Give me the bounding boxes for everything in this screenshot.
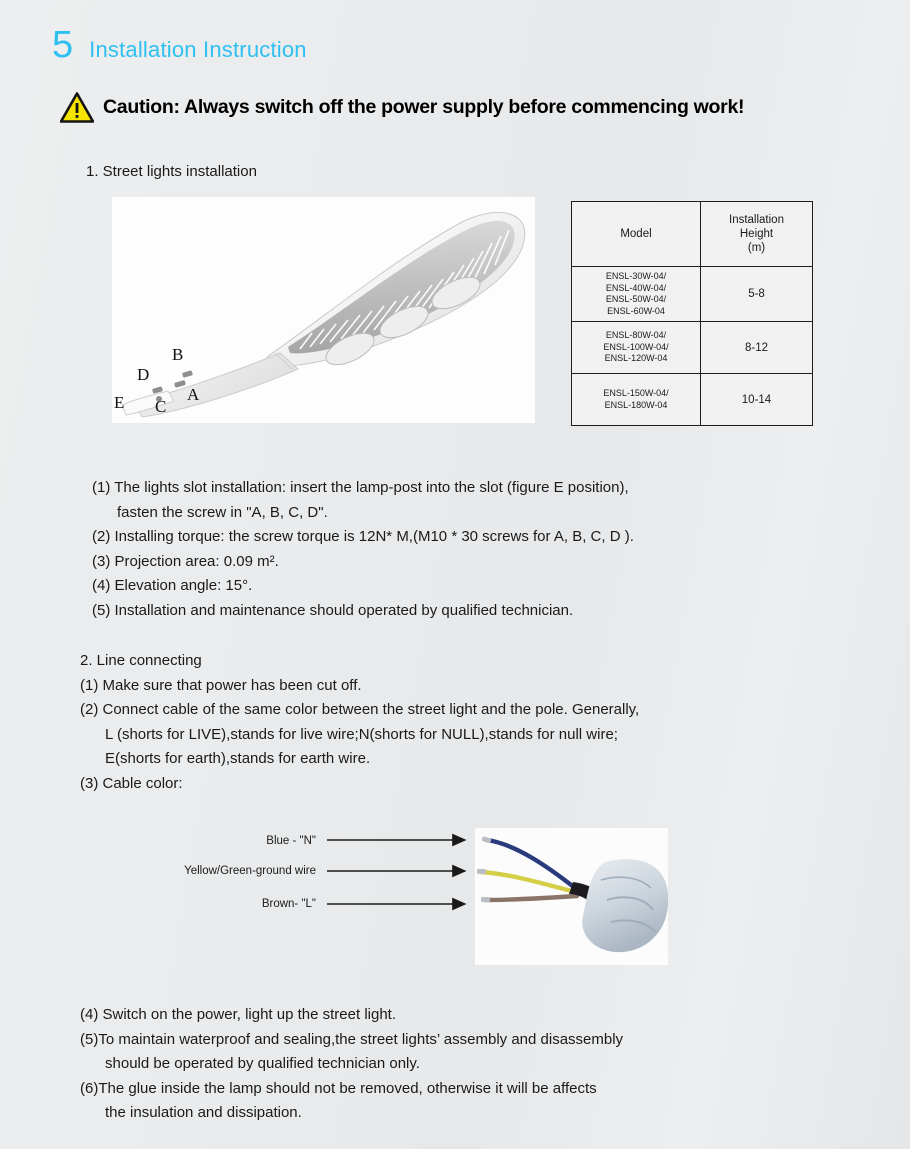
list-item: (1) Make sure that power has been cut off. (80, 676, 362, 694)
table-cell-height: 10-14 (701, 374, 813, 426)
table-header-installation-height (701, 202, 813, 267)
header-height-line2: Height (739, 228, 774, 240)
table-cell-models (572, 322, 701, 374)
model-name: ENSL-80W-04/ (605, 330, 667, 341)
table-header-model: Model (572, 202, 701, 267)
list-item: (1) The lights slot installation: insert the lamp-post into the slot (figure E position), (92, 479, 629, 496)
list-item: should be operated by qualified technician only. (80, 1055, 420, 1072)
figure-label-c: C (155, 397, 167, 416)
model-name: ENSL-30W-04/ (605, 271, 667, 281)
part2-heading: 2. Line connecting (80, 652, 202, 669)
model-name: ENSL-60W-04 (607, 305, 665, 316)
model-name: ENSL-150W-04/ (603, 388, 669, 398)
model-name: ENSL-40W-04/ (605, 282, 667, 293)
list-item: E(shorts for earth),stands for earth wire. (80, 750, 371, 767)
cable-color-diagram (150, 828, 668, 968)
table-cell-models (572, 267, 701, 322)
installation-height-table (571, 201, 813, 426)
figure-label-d: D (137, 365, 150, 384)
model-name: ENSL-180W-04 (604, 399, 668, 410)
cable-wires-illustration (475, 828, 668, 965)
cable-label-blue: Blue - "N" (266, 835, 316, 847)
part2-instruction-list-bottom (80, 1003, 623, 1126)
list-item: the insulation and dissipation. (80, 1104, 302, 1121)
section-number: 5 (52, 24, 74, 66)
header-height-line3: (m) (747, 242, 766, 254)
figure-label-e: E (114, 393, 125, 412)
list-item: L (shorts for LIVE),stands for live wire;N(shorts for NULL),stands for null wire; (80, 725, 618, 743)
model-name: ENSL-100W-04/ (603, 341, 669, 352)
list-item: (2) Connect cable of the same color between the street light and the pole. Generally, (80, 701, 640, 718)
figure-label-b: B (172, 345, 184, 364)
table-row (572, 322, 813, 374)
table-cell-models (572, 374, 701, 426)
caution-text: Caution: Always switch off the power supply before commencing work! (103, 96, 745, 118)
street-light-product-photo (112, 197, 535, 423)
section-header (52, 26, 307, 64)
table-header-row (572, 202, 813, 267)
list-item: fasten the screw in "A, B, C, D". (92, 503, 328, 521)
section-title: Installation Instruction (89, 37, 307, 62)
list-item: (5) Installation and maintenance should operated by qualified technician. (92, 601, 574, 619)
list-item: (3) Projection area: 0.09 m². (92, 552, 279, 570)
part1-heading: 1. Street lights installation (86, 163, 257, 180)
header-height-line1: Installation (729, 214, 784, 226)
table-cell-height: 5-8 (701, 267, 813, 322)
warning-triangle-icon (60, 92, 94, 123)
caution-banner (60, 92, 744, 123)
list-item: (3) Cable color: (80, 774, 183, 792)
model-name: ENSL-50W-04/ (605, 294, 667, 304)
street-light-illustration (112, 197, 535, 423)
cable-arrows-group (325, 828, 475, 928)
list-item: (4) Switch on the power, light up the street light. (80, 1006, 397, 1023)
table-cell-height: 8-12 (701, 322, 813, 374)
list-item: (4) Elevation angle: 15°. (92, 577, 253, 594)
list-item: (5)To maintain waterproof and sealing,the street lights’ assembly and disassembly (80, 1030, 624, 1048)
table-row (572, 374, 813, 426)
list-item: (2) Installing torque: the screw torque is 12N* M,(M10 * 30 screws for A, B, C, D ). (92, 528, 634, 545)
table-row (572, 267, 813, 322)
cable-label-brown: Brown- "L" (261, 898, 316, 910)
part2-instruction-list-top (80, 649, 639, 796)
part1-instruction-list (92, 476, 634, 623)
cable-label-yellow-green: Yellow/Green-ground wire (184, 865, 316, 877)
model-name: ENSL-120W-04 (604, 353, 668, 364)
list-item: (6)The glue inside the lamp should not be removed, otherwise it will be affects (80, 1079, 597, 1097)
gloved-hand-holding-cable-photo (475, 828, 668, 965)
figure-label-a: A (187, 385, 200, 404)
